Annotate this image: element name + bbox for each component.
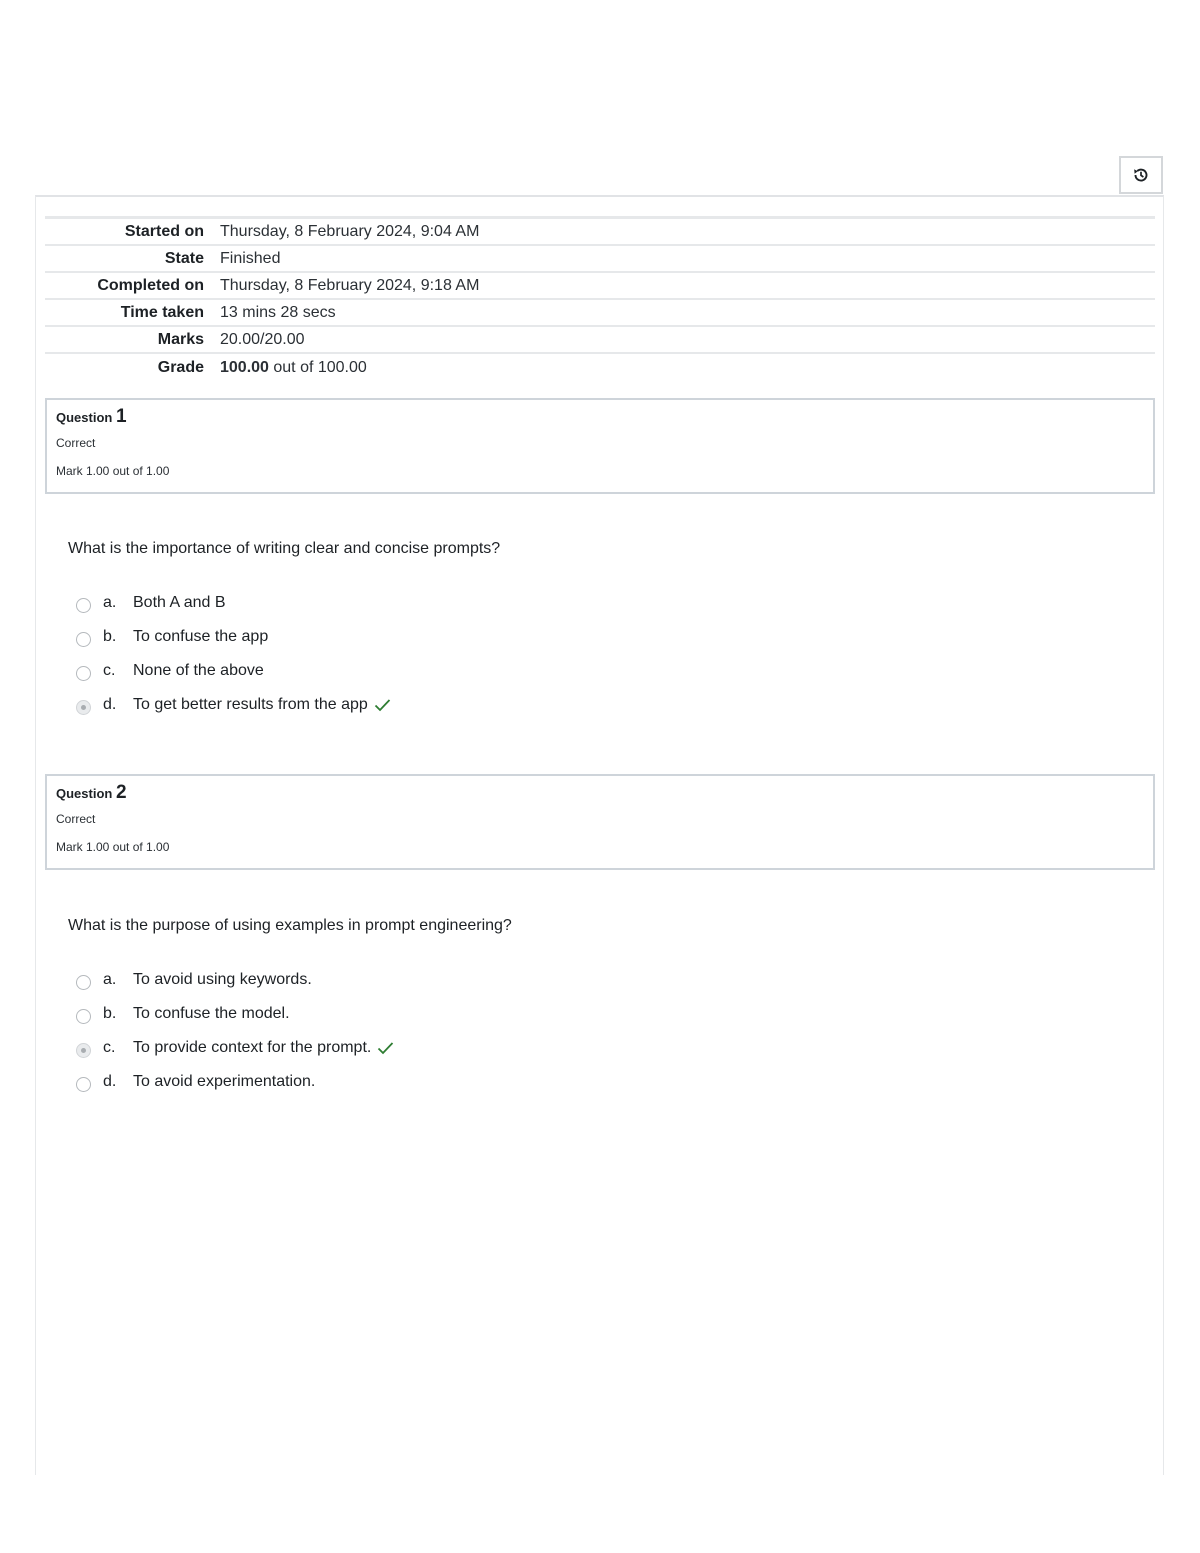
question-number — [56, 406, 1144, 429]
answer-option-selected — [76, 688, 391, 722]
summary-label: Completed on — [45, 272, 220, 299]
summary-row-marks — [45, 326, 1155, 353]
question-number — [56, 782, 1144, 805]
answer-text: Both A and B — [133, 594, 226, 611]
question-number-value: 1 — [115, 406, 127, 427]
attempt-summary-table — [45, 216, 1155, 380]
answer-list-1 — [76, 586, 391, 722]
question-mark: Mark 1.00 out of 1.00 — [56, 840, 170, 854]
question-info-1 — [45, 398, 1155, 494]
question-text-2: What is the purpose of using examples in prompt engineering? — [68, 917, 512, 934]
summary-value: Finished — [220, 245, 1155, 272]
answer-option — [76, 1065, 394, 1099]
answer-text: To get better results from the app — [133, 696, 368, 713]
question-text-1: What is the importance of writing clear and concise prompts? — [68, 540, 501, 557]
summary-row-started — [45, 218, 1155, 246]
answer-option — [76, 997, 394, 1031]
answer-letter: a. — [103, 594, 117, 611]
summary-value: 13 mins 28 secs — [220, 299, 1155, 326]
grade-out-of: out of 100.00 — [268, 358, 367, 376]
answer-option — [76, 654, 391, 688]
answer-letter: c. — [103, 1039, 116, 1056]
answer-letter: b. — [103, 1005, 117, 1022]
answer-option — [76, 620, 391, 654]
radio-button[interactable] — [76, 1009, 91, 1024]
summary-value: Thursday, 8 February 2024, 9:18 AM — [220, 272, 1155, 299]
answer-text: To confuse the model. — [133, 1005, 290, 1022]
summary-value: 20.00/20.00 — [220, 326, 1155, 353]
answer-letter: c. — [103, 662, 116, 679]
answer-letter: a. — [103, 971, 117, 988]
radio-button[interactable] — [76, 632, 91, 647]
summary-label: Time taken — [45, 299, 220, 326]
history-icon — [1131, 165, 1151, 185]
summary-value: Thursday, 8 February 2024, 9:04 AM — [220, 218, 1155, 246]
answer-text: To avoid experimentation. — [133, 1073, 316, 1090]
answer-text: To avoid using keywords. — [133, 971, 312, 988]
check-icon — [374, 698, 391, 712]
answer-option — [76, 586, 391, 620]
grade-score: 100.00 — [220, 358, 269, 376]
summary-label: Started on — [45, 218, 220, 246]
question-label: Question — [56, 410, 113, 425]
question-state: Correct — [56, 436, 96, 450]
question-number-value: 2 — [115, 782, 127, 803]
answer-text: None of the above — [133, 662, 264, 679]
summary-row-grade — [45, 353, 1155, 380]
question-label: Question — [56, 786, 113, 801]
radio-button[interactable] — [76, 666, 91, 681]
summary-value — [220, 353, 1155, 380]
answer-letter: d. — [103, 696, 117, 713]
summary-row-time-taken — [45, 299, 1155, 326]
answer-letter: d. — [103, 1073, 117, 1090]
question-info-2 — [45, 774, 1155, 870]
radio-button-checked[interactable] — [76, 1043, 91, 1058]
radio-button-checked[interactable] — [76, 700, 91, 715]
answer-text: To confuse the app — [133, 628, 269, 645]
check-icon — [377, 1041, 394, 1055]
answer-list-2 — [76, 963, 394, 1099]
summary-row-state — [45, 245, 1155, 272]
answer-text: To provide context for the prompt. — [133, 1039, 372, 1056]
summary-label: Marks — [45, 326, 220, 353]
radio-button[interactable] — [76, 598, 91, 613]
answer-letter: b. — [103, 628, 117, 645]
summary-label: Grade — [45, 353, 220, 380]
summary-row-completed — [45, 272, 1155, 299]
radio-button[interactable] — [76, 975, 91, 990]
answer-option — [76, 963, 394, 997]
history-button[interactable] — [1119, 156, 1163, 194]
summary-label: State — [45, 245, 220, 272]
answer-option-selected — [76, 1031, 394, 1065]
question-state: Correct — [56, 812, 96, 826]
radio-button[interactable] — [76, 1077, 91, 1092]
question-mark: Mark 1.00 out of 1.00 — [56, 464, 170, 478]
